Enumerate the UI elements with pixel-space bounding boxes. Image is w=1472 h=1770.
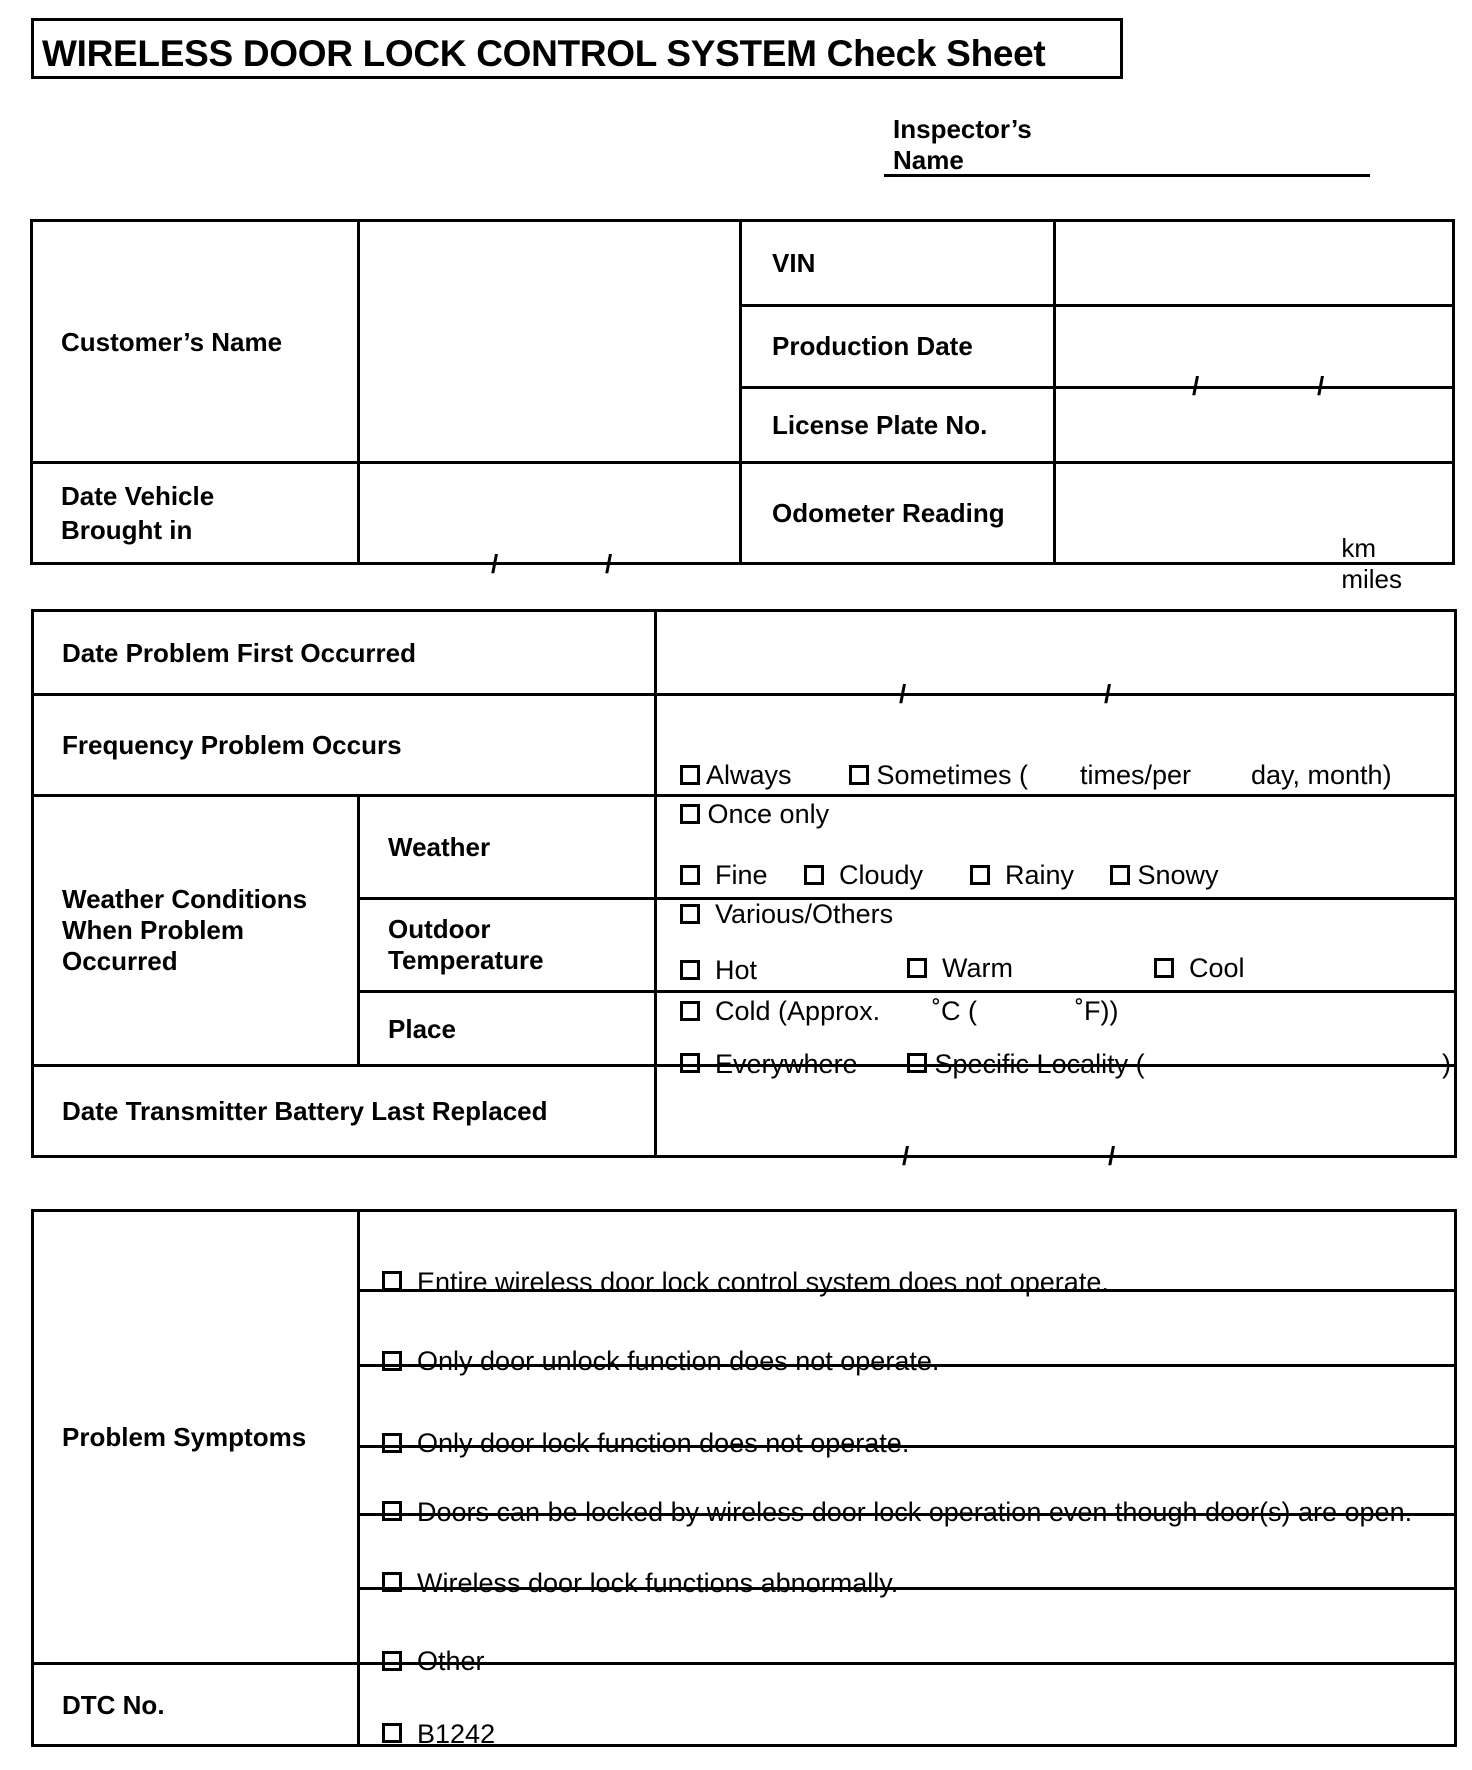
production-date-field[interactable] [1055,306,1454,401]
temp-fahrenheit-text: ˚F)) [1075,996,1119,1026]
date-first-occurred-label: Date Problem First Occurred [33,611,656,695]
symptom-item[interactable]: Wireless door lock functions abnormally. [359,1515,1456,1589]
inspector-name-label: Inspector’s Name [893,114,1032,175]
date-brought-in-field[interactable] [359,463,741,579]
inspector-name-line[interactable] [884,174,1370,177]
weather-cloudy-option[interactable]: Cloudy [804,860,923,891]
freq-times-per-text: times/per [1080,760,1192,790]
place-label: Place [359,992,656,1066]
dtc-item[interactable]: B1242 [359,1664,1456,1746]
vin-label: VIN [741,221,1055,306]
checkbox[interactable] [382,1501,402,1521]
checkbox[interactable] [382,1271,402,1291]
date-separator: / [1108,1141,1116,1171]
customer-name-field[interactable] [359,221,741,463]
date-separator: / [491,549,499,579]
license-plate-field[interactable] [1055,388,1454,463]
checkbox[interactable] [970,865,990,885]
checkbox[interactable] [680,865,700,885]
temp-celsius-text: ˚C ( [932,996,977,1026]
symptom-item[interactable]: Only door lock function does not operate. [359,1366,1456,1447]
checkbox[interactable] [680,1001,700,1021]
weather-snowy-option[interactable]: Snowy [1110,860,1219,891]
weather-rainy-option[interactable]: Rainy [970,860,1074,891]
customer-name-label: Customer’s Name [32,221,359,463]
checkbox[interactable] [680,960,700,980]
checkbox[interactable] [680,904,700,924]
checkbox[interactable] [680,804,700,824]
checkbox[interactable] [382,1651,402,1671]
checkbox[interactable] [680,1053,700,1073]
temp-cold-option[interactable]: Cold (Approx. [680,996,880,1027]
symptoms-table [31,1209,1457,1747]
page-title: WIRELESS DOOR LOCK CONTROL SYSTEM Check Sheet [42,33,1046,74]
checkbox[interactable] [804,865,824,885]
checkbox[interactable] [1154,958,1174,978]
conditions-table [31,609,1457,1171]
date-separator: / [1192,370,1200,401]
freq-always-option[interactable]: Always [680,760,792,791]
weather-label: Weather [359,796,656,899]
date-separator: / [1317,370,1325,401]
temp-cool-option[interactable]: Cool [1154,953,1245,984]
checkbox[interactable] [382,1572,402,1592]
checkbox[interactable] [680,765,700,785]
odometer-units: km miles [1341,533,1402,594]
freq-sometimes-option[interactable]: Sometimes ( [849,760,1028,791]
symptom-item[interactable]: Other [359,1589,1456,1664]
checkbox[interactable] [849,765,869,785]
problem-symptoms-label: Problem Symptoms [33,1211,359,1664]
odometer-field[interactable] [1055,463,1454,594]
date-first-occurred-field[interactable] [656,611,1456,709]
frequency-options [656,695,1456,829]
date-separator: / [902,1141,910,1171]
license-plate-label: License Plate No. [741,388,1055,463]
freq-once-option[interactable]: Once only [680,799,829,830]
temp-warm-option[interactable]: Warm [907,953,1013,984]
symptom-item[interactable]: Doors can be locked by wireless door lock operation even though door(s) are open. [359,1447,1456,1515]
place-close-paren: ) [1442,1048,1451,1079]
date-brought-in-label: Date Vehicle Brought in [32,463,359,564]
checkbox[interactable] [382,1351,402,1371]
weather-fine-option[interactable]: Fine [680,860,768,891]
place-specific-option[interactable]: Specific Locality ( [907,1049,1145,1080]
date-separator: / [1104,678,1112,709]
checkbox[interactable] [382,1433,402,1453]
vehicle-info-table [30,219,1455,594]
outdoor-temperature-label: Outdoor Temperature [359,899,656,992]
place-everywhere-option[interactable]: Everywhere [680,1049,858,1080]
symptom-item[interactable]: Entire wireless door lock control system does not operate. [359,1211,1456,1291]
odometer-label: Odometer Reading [741,463,1055,564]
dtc-label: DTC No. [33,1664,359,1746]
freq-day-month-text: day, month) [1251,760,1392,790]
checkbox[interactable] [907,958,927,978]
production-date-label: Production Date [741,306,1055,388]
checkbox[interactable] [1110,865,1130,885]
temp-hot-option[interactable]: Hot [680,955,757,986]
weather-conditions-label: Weather Conditions When Problem Occurred [33,796,359,1066]
date-separator: / [605,549,613,579]
vin-field[interactable] [1055,221,1454,306]
battery-replaced-label: Date Transmitter Battery Last Replaced [33,1066,656,1157]
title-box [31,18,1123,79]
checkbox[interactable] [907,1053,927,1073]
checkbox[interactable] [382,1723,402,1743]
date-separator: / [899,678,907,709]
symptom-item[interactable]: Only door unlock function does not operate. [359,1291,1456,1366]
frequency-label: Frequency Problem Occurs [33,695,656,796]
weather-various-option[interactable]: Various/Others [680,899,893,930]
